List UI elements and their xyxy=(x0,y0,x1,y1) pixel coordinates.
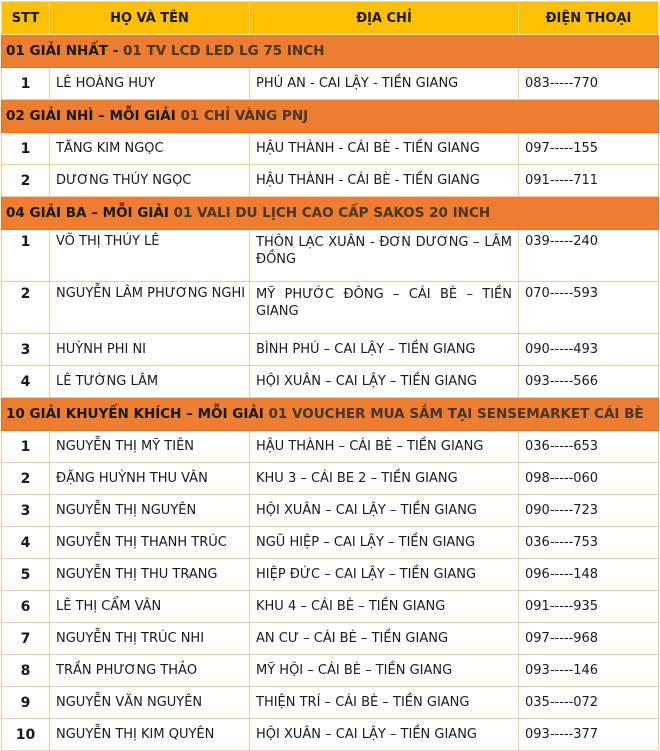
cell-stt: 3 xyxy=(2,334,50,366)
section-label: 10 GIẢI KHUYẾN KHÍCH – MỖI GIẢI xyxy=(6,406,269,422)
cell-address: THIỆN TRÍ – CÁI BÈ – TIỀN GIANG xyxy=(250,687,519,719)
cell-stt: 2 xyxy=(2,463,50,495)
cell-address: PHÚ AN - CAI LẬY - TIỀN GIANG xyxy=(250,68,519,100)
winners-table xyxy=(1,1,659,751)
cell-stt: 4 xyxy=(2,366,50,398)
cell-stt: 4 xyxy=(2,527,50,559)
cell-name: NGUYỄN THỊ NGUYÊN xyxy=(50,495,250,527)
cell-phone: 083-----770 xyxy=(519,68,659,100)
cell-phone: 035-----072 xyxy=(519,687,659,719)
prize-section-consolation xyxy=(2,398,659,431)
cell-stt: 3 xyxy=(2,495,50,527)
table-header-row xyxy=(2,2,659,35)
table-row xyxy=(2,495,659,527)
cell-stt: 8 xyxy=(2,655,50,687)
cell-phone: 097-----155 xyxy=(519,133,659,165)
cell-name: ĐẶNG HUỲNH THU VÂN xyxy=(50,463,250,495)
cell-name: NGUYỄN THỊ THANH TRÚC xyxy=(50,527,250,559)
cell-phone: 039-----240 xyxy=(519,230,659,282)
cell-phone: 097-----968 xyxy=(519,623,659,655)
cell-address: HỘI XUÂN – CAI LẬY – TIỀN GIANG xyxy=(250,366,519,398)
cell-address: AN CƯ – CÁI BÈ – TIỀN GIANG xyxy=(250,623,519,655)
header-name: HỌ VÀ TÊN xyxy=(50,2,250,35)
cell-address: THÔN LẠC XUÂN - ĐƠN DƯƠNG – LÂM ĐỒNG xyxy=(250,230,519,282)
cell-name: LÊ HOÀNG HUY xyxy=(50,68,250,100)
cell-name: NGUYỄN THỊ MỸ TIÊN xyxy=(50,431,250,463)
cell-address: HẬU THÀNH – CÁI BÈ – TIỀN GIANG xyxy=(250,431,519,463)
section-label: 01 GIẢI NHẤT - xyxy=(6,43,124,59)
cell-name: LÊ THỊ CẨM VÂN xyxy=(50,591,250,623)
prize-section-first xyxy=(2,35,659,68)
table-row xyxy=(2,623,659,655)
prize-section-second xyxy=(2,100,659,133)
cell-name: HUỲNH PHI NI xyxy=(50,334,250,366)
cell-stt: 1 xyxy=(2,431,50,463)
cell-stt: 9 xyxy=(2,687,50,719)
cell-stt: 2 xyxy=(2,165,50,197)
table-row xyxy=(2,655,659,687)
cell-name: NGUYỄN VĂN NGUYÊN xyxy=(50,687,250,719)
prize-section-third xyxy=(2,197,659,230)
cell-name: NGUYỄN THỊ TRÚC NHI xyxy=(50,623,250,655)
header-address: ĐỊA CHỈ xyxy=(250,2,519,35)
cell-name: LÊ TƯỜNG LÂM xyxy=(50,366,250,398)
table-row xyxy=(2,431,659,463)
section-title xyxy=(2,398,659,431)
cell-stt: 1 xyxy=(2,133,50,165)
table-row xyxy=(2,719,659,751)
cell-address: HIỆP ĐỨC – CAI LẬY – TIỀN GIANG xyxy=(250,559,519,591)
cell-name: VÕ THỊ THÚY LÊ xyxy=(50,230,250,282)
table-row xyxy=(2,591,659,623)
cell-address: KHU 3 – CÁI BE 2 – TIỀN GIANG xyxy=(250,463,519,495)
cell-name: TĂNG KIM NGỌC xyxy=(50,133,250,165)
header-phone: ĐIỆN THOẠI xyxy=(519,2,659,35)
cell-address: MỸ HỘI – CÁI BÈ – TIỀN GIANG xyxy=(250,655,519,687)
section-title xyxy=(2,35,659,68)
cell-phone: 036-----653 xyxy=(519,431,659,463)
cell-phone: 091-----935 xyxy=(519,591,659,623)
cell-phone: 093-----377 xyxy=(519,719,659,751)
cell-stt: 2 xyxy=(2,282,50,334)
cell-phone: 098-----060 xyxy=(519,463,659,495)
table-row xyxy=(2,366,659,398)
cell-address: HẬU THÀNH - CÁI BÈ - TIỀN GIANG xyxy=(250,165,519,197)
cell-stt: 10 xyxy=(2,719,50,751)
table-row xyxy=(2,133,659,165)
cell-stt: 7 xyxy=(2,623,50,655)
prize-description: 01 VOUCHER MUA SẮM TẠI SENSEMARKET CÁI BÈ xyxy=(268,406,644,422)
cell-name: DƯƠNG THÚY NGỌC xyxy=(50,165,250,197)
cell-name: NGUYỄN THỊ THU TRANG xyxy=(50,559,250,591)
table-row xyxy=(2,687,659,719)
table-row xyxy=(2,334,659,366)
cell-name: NGUYỄN THỊ KIM QUYÊN xyxy=(50,719,250,751)
cell-address: HỘI XUÂN – CAI LẬY – TIỀN GIANG xyxy=(250,719,519,751)
section-label: 02 GIẢI NHÌ – MỖI GIẢI xyxy=(6,108,181,124)
section-title xyxy=(2,197,659,230)
table-row xyxy=(2,559,659,591)
cell-name: NGUYỄN LÂM PHƯƠNG NGHI xyxy=(50,282,250,334)
section-label: 04 GIẢI BA – MỖI GIẢI xyxy=(6,205,174,221)
cell-address: BÌNH PHÚ – CAI LẬY – TIỀN GIANG xyxy=(250,334,519,366)
cell-stt: 1 xyxy=(2,68,50,100)
cell-address: HỘI XUÂN – CAI LẬY – TIỀN GIANG xyxy=(250,495,519,527)
cell-stt: 6 xyxy=(2,591,50,623)
header-stt: STT xyxy=(2,2,50,35)
cell-address: MỸ PHƯỚC ĐÔNG – CÁI BÈ – TIỀN GIANG xyxy=(250,282,519,334)
prize-description: 01 VALI DU LỊCH CAO CẤP SAKOS 20 INCH xyxy=(173,205,491,221)
cell-phone: 090-----723 xyxy=(519,495,659,527)
cell-phone: 093-----146 xyxy=(519,655,659,687)
cell-phone: 091-----711 xyxy=(519,165,659,197)
table-row xyxy=(2,165,659,197)
prize-description: 01 CHỈ VÀNG PNJ xyxy=(180,108,309,124)
cell-phone: 036-----753 xyxy=(519,527,659,559)
table-row xyxy=(2,527,659,559)
cell-stt: 5 xyxy=(2,559,50,591)
table-row xyxy=(2,282,659,334)
cell-phone: 093-----566 xyxy=(519,366,659,398)
cell-phone: 090-----493 xyxy=(519,334,659,366)
table-row xyxy=(2,230,659,282)
cell-phone: 096-----148 xyxy=(519,559,659,591)
cell-address: HẬU THÀNH - CÁI BÈ - TIỀN GIANG xyxy=(250,133,519,165)
cell-address: NGŨ HIỆP – CAI LẬY – TIỀN GIANG xyxy=(250,527,519,559)
table-row xyxy=(2,68,659,100)
section-title xyxy=(2,100,659,133)
cell-phone: 070-----593 xyxy=(519,282,659,334)
cell-address: KHU 4 – CÁI BÈ – TIỀN GIANG xyxy=(250,591,519,623)
prize-description: 01 TV LCD LED LG 75 INCH xyxy=(123,43,325,59)
cell-name: TRẦN PHƯƠNG THẢO xyxy=(50,655,250,687)
cell-stt: 1 xyxy=(2,230,50,282)
table-row xyxy=(2,463,659,495)
